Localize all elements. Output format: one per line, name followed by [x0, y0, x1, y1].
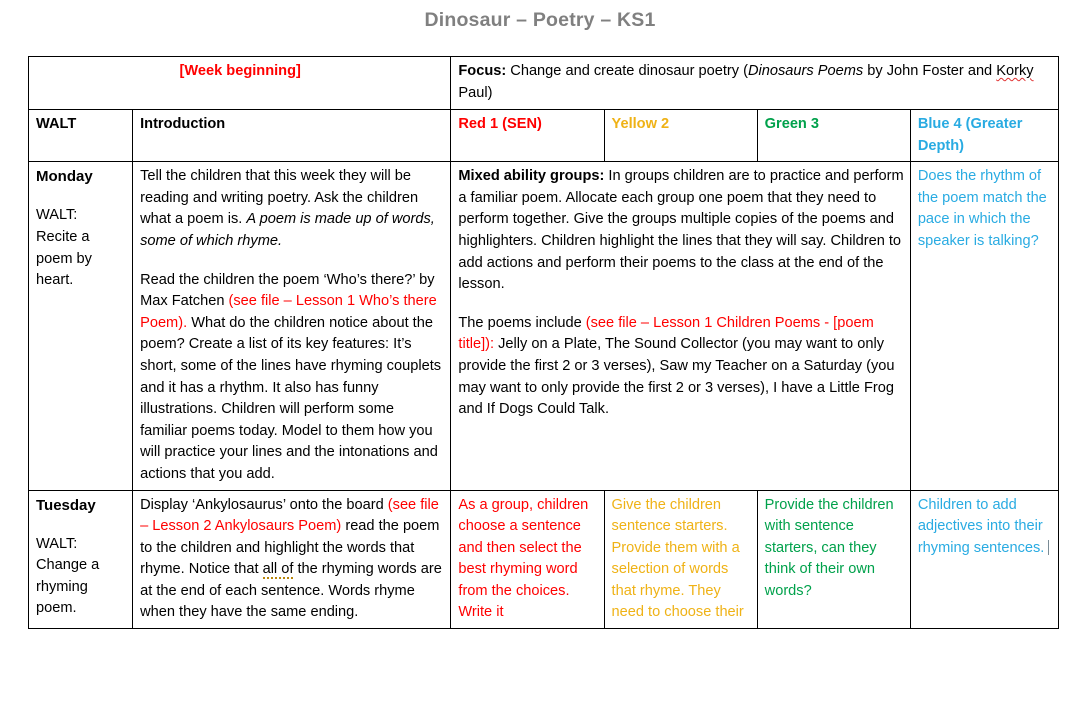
table-row-week-heading: [29, 57, 1059, 110]
tuesday-walt-text: [36, 534, 126, 620]
tuesday-intro-text-b: read the poem to the children and highlight the words that rhyme. Notice that: [140, 518, 440, 578]
column-header-blue-label: Blue 4 (Greater Depth): [917, 116, 1023, 154]
tuesday-red-text: As a group, children choose a sentence and then select the best rhyming word from the choices. Write it: [458, 496, 589, 621]
tuesday-green-text: Provide the children with sentence starters, can they think of their own words?: [764, 496, 894, 599]
monday-activity-p2-text-b: Jelly on a Plate, The Sound Collector (you may want to only provide the first 2 or 3 verses), Saw my Teacher on a Saturday (you may want to only provide the first 2 or 3 verses), I have a Little Frog and If Dogs Could Talk.: [458, 336, 895, 418]
monday-blue-text: Does the rhythm of the poem match the pace in which the speaker is talking?: [917, 168, 1047, 249]
text-cursor-caret: [1048, 540, 1049, 555]
tuesday-blue-text: Children to add adjectives into their rhyming sentences.: [917, 496, 1045, 556]
monday-blue-cell[interactable]: [910, 162, 1058, 490]
monday-intro-p2-file-reference: (see file – Lesson 1 Who’s there Poem).: [140, 293, 437, 331]
lesson-plan-table: [28, 56, 1059, 629]
table-row-monday: [29, 162, 1059, 490]
tuesday-walt-label: WALT:: [36, 535, 78, 552]
column-header-blue: [910, 110, 1058, 162]
column-header-yellow: [604, 110, 757, 162]
lesson-plan-table-wrapper: [28, 56, 1059, 629]
focus-book-title: Dinosaurs Poems: [748, 63, 864, 79]
monday-intro-paragraph-1: [140, 166, 444, 252]
tuesday-red-cell[interactable]: [451, 490, 604, 629]
monday-day-label: Monday: [36, 168, 93, 186]
monday-activity-paragraph-2: [458, 313, 903, 421]
tuesday-intro-file-reference: (see file – Lesson 2 Ankylosaurs Poem): [140, 496, 439, 535]
table-row-tuesday: [29, 490, 1059, 629]
monday-mixed-ability-activity-cell[interactable]: [451, 162, 910, 490]
monday-activity-p2-file-reference: (see file – Lesson 1 Children Poems - [poem title]):: [458, 314, 874, 353]
monday-intro-p1-text: Tell the children that this week they will be reading and writing poetry. Ask the children what a poem is.: [140, 168, 419, 228]
column-header-green: [757, 110, 910, 162]
monday-walt-cell[interactable]: [29, 162, 133, 490]
column-header-yellow-label: Yellow 2: [611, 116, 670, 132]
focus-cell[interactable]: [451, 57, 1059, 110]
tuesday-introduction-cell[interactable]: [133, 490, 451, 629]
monday-intro-p2-text-b: What do the children notice about the poem? Create a list of its key features: It’s short, some of the lines have rhyming couplets and it has a rhythm. It also has funny illustrations. Children will perform some familiar poems today. Model to them how you will practice your lines and the intonations and actions that you add.: [140, 314, 442, 482]
tuesday-intro-text-c: the rhyming words are at the end of each sentence. Words rhyme when they have the same ending.: [140, 561, 442, 621]
tuesday-walt-cell[interactable]: [29, 490, 133, 629]
focus-misspelled-word: Korky: [996, 63, 1034, 79]
monday-intro-p2-text-a: Read the children the poem ‘Who’s there?’ by Max Fatchen: [140, 271, 435, 310]
column-header-walt: [29, 110, 133, 162]
column-header-red-label: Red 1 (SEN): [458, 116, 542, 132]
tuesday-walt-objective: Change a rhyming poem.: [36, 557, 100, 617]
tuesday-intro-grammar-flagged-phrase: all of: [262, 561, 294, 578]
monday-activity-p2-text-a: The poems include: [458, 314, 586, 331]
focus-text-part2: by John Foster and: [863, 63, 997, 79]
tuesday-yellow-cell[interactable]: [604, 490, 757, 629]
monday-introduction-cell[interactable]: [133, 162, 451, 490]
column-header-green-label: Green 3: [764, 116, 820, 132]
monday-walt-label: WALT:: [36, 207, 78, 224]
tuesday-intro-paragraph-1: [140, 495, 444, 625]
tuesday-day-label: Tuesday: [36, 496, 96, 514]
monday-intro-paragraph-2: [140, 270, 444, 486]
monday-intro-p1-italic: A poem is made up of words, some of which rhyme.: [140, 211, 435, 249]
page-title: Dinosaur – Poetry – KS1: [424, 9, 656, 31]
monday-walt-text: [36, 205, 126, 291]
focus-text-part3: Paul): [458, 84, 493, 101]
monday-activity-paragraph-1: [458, 166, 903, 296]
column-header-red: [451, 110, 604, 162]
tuesday-intro-text-a: Display ‘Ankylosaurus’ onto the board: [140, 496, 388, 513]
monday-activity-heading: Mixed ability groups:: [458, 168, 605, 185]
focus-text-part1: Change and create dinosaur poetry (: [506, 63, 748, 79]
tuesday-yellow-text: Give the children sentence starters. Provide them with a selection of words that rhyme. They need to choose their: [611, 496, 744, 621]
week-beginning-label: [Week beginning]: [179, 63, 301, 79]
monday-walt-objective: Recite a poem by heart.: [36, 228, 92, 289]
tuesday-green-cell[interactable]: [757, 490, 910, 629]
column-header-introduction-label: Introduction: [140, 116, 226, 132]
column-header-introduction: [133, 110, 451, 162]
column-header-walt-label: WALT: [36, 116, 77, 132]
monday-activity-p1-text: In groups children are to practice and perform a familiar poem. Allocate each group one poem that they need to perform together. Give the groups multiple copies of the poems and highlighters. Children highlight the lines that they will say. Children to add actions and perform their poems to the class at the end of the lesson.: [458, 168, 904, 293]
table-row-column-headers: [29, 110, 1059, 162]
tuesday-blue-cell[interactable]: [910, 490, 1058, 629]
focus-label: Focus:: [458, 63, 507, 79]
week-beginning-cell[interactable]: [29, 57, 451, 110]
